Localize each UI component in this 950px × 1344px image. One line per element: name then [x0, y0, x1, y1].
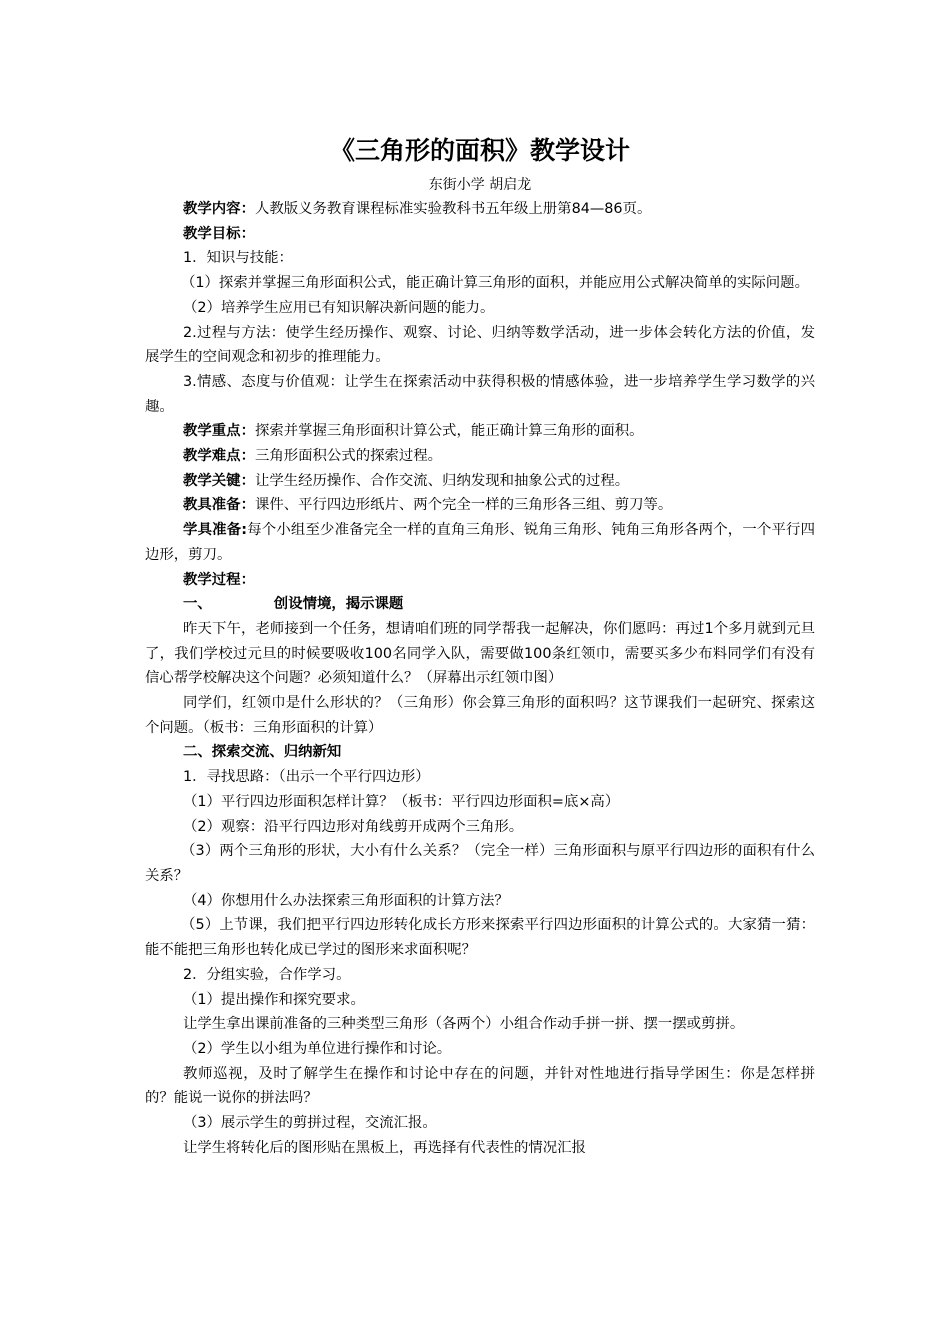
step-2-item-3: （3）展示学生的剪拼过程，交流汇报。: [183, 1115, 437, 1132]
step-2-item-1: （1）提出操作和探究要求。: [183, 991, 365, 1008]
step-1-item-3: （3）两个三角形的形状，大小有什么关系？（完全一样）三角形面积与原平行四边形的面积有什么关系？: [145, 843, 815, 884]
section-1-heading: [145, 592, 815, 617]
goal-3: 3.情感、态度与价值观：让学生在探索活动中获得积极的情感体验，进一步培养学生学习数学的兴趣。: [145, 373, 815, 415]
teaching-goals-heading: [145, 222, 815, 247]
step-1-item-2: （2）观察：沿平行四边形对角线剪开成两个三角形。: [183, 818, 524, 835]
document-body: [145, 131, 815, 1160]
step-1-item-1: （1）平行四边形面积怎样计算？（板书：平行四边形面积=底×高）: [183, 793, 620, 810]
document-title: 《三角形的面积》教学设计: [329, 136, 630, 165]
teaching-content: [145, 197, 815, 222]
step-2-item-2-text: 教师巡视，及时了解学生在操作和讨论中存在的问题，并针对性地进行指导学困生：你是怎样拼的？能说一说你的拼法吗？: [145, 1065, 815, 1107]
teacher-tools-text: 课件、平行四边形纸片、两个完全一样的三角形各三组、剪刀等。: [254, 497, 673, 514]
teaching-difficulty-text: 三角形面积公式的探索过程。: [254, 448, 443, 465]
student-tools-text: 每个小组至少准备完全一样的直角三角形、锐角三角形、钝角三角形各两个，一个平行四边形，剪刀。: [145, 522, 815, 563]
section-1-paragraph-2: 同学们，红领巾是什么形状的？（三角形）你会算三角形的面积吗？这节课我们一起研究、探索这个问题。（板书：三角形面积的计算）: [145, 695, 815, 736]
section-1-paragraph-1: 昨天下午，老师接到一个任务，想请咱们班的同学帮我一起解决，你们愿吗：再过1个多月就到元旦了，我们学校过元旦的时候要吸收100名同学入队，需要做100条红领巾，需要买多少布料同学们有没有信心帮学校解决这个问题？必须知道什么？（屏幕出示红领巾图）: [145, 620, 815, 687]
goal-2: 2.过程与方法：使学生经历操作、观察、讨论、归纳等数学活动，进一步体会转化方法的价值，发展学生的空间观念和初步的推理能力。: [145, 324, 815, 366]
teaching-content-label: 教学内容：: [183, 201, 255, 217]
teaching-crux-text: 让学生经历操作、合作交流、归纳发现和抽象公式的过程。: [254, 472, 630, 489]
section-2-title: 二、探索交流、归纳新知: [183, 744, 342, 761]
step-2-item-2: （2）学生以小组为单位进行操作和讨论。: [183, 1040, 452, 1057]
section-1-title: 创设情境，揭示课题: [273, 596, 404, 613]
teaching-crux: [145, 469, 815, 494]
teaching-key-point-text: 探索并掌握三角形面积计算公式，能正确计算三角形的面积。: [254, 423, 644, 440]
section-2-heading: [145, 740, 815, 765]
step-1-heading: 1．寻找思路：（出示一个平行四边形）: [183, 769, 430, 786]
step-1-item-4: （4）你想用什么办法探索三角形面积的计算方法？: [183, 892, 509, 909]
step-1-item-5: （5）上节课，我们把平行四边形转化成长方形来探索平行四边形面积的计算公式的。大家猜一猜：能不能把三角形也转化成已学过的图形来求面积呢？: [145, 917, 815, 959]
teaching-key-point-label: 教学重点：: [183, 423, 255, 440]
teaching-key-point: [145, 419, 815, 444]
step-2-item-1-text: 让学生拿出课前准备的三种类型三角形（各两个）小组合作动手拼一拼、摆一摆或剪拼。: [183, 1016, 745, 1033]
teaching-process-label: 教学过程：: [183, 571, 255, 588]
teaching-crux-label: 教学关键：: [183, 472, 255, 489]
teaching-difficulty: [145, 444, 815, 469]
teaching-content-text: 人教版义务教育课程标准实验教科书五年级上册第84—86页。: [254, 201, 652, 217]
document-author: 东街小学 胡启龙: [428, 177, 532, 193]
teacher-tools-label: 教具准备：: [183, 497, 255, 514]
goal-1-item-1: （1）探索并掌握三角形面积公式，能正确计算三角形的面积，并能应用公式解决简单的实际问题。: [181, 275, 809, 292]
student-tools-label: 学具准备:: [183, 522, 248, 539]
section-1-number: 一、: [183, 596, 212, 613]
teaching-difficulty-label: 教学难点：: [183, 448, 255, 465]
step-2-item-3-text: 让学生将转化后的图形贴在黑板上，再选择有代表性的情况汇报: [183, 1139, 586, 1156]
teaching-goals-label: 教学目标：: [183, 225, 255, 242]
teaching-process-heading: [145, 568, 815, 593]
step-2-heading: 2．分组实验，合作学习。: [183, 966, 351, 983]
goal-1-item-2: （2）培养学生应用已有知识解决新问题的能力。: [183, 299, 495, 316]
student-tools: [145, 518, 815, 567]
goal-1-heading: 1．知识与技能：: [183, 250, 293, 267]
teacher-tools: [145, 493, 815, 518]
